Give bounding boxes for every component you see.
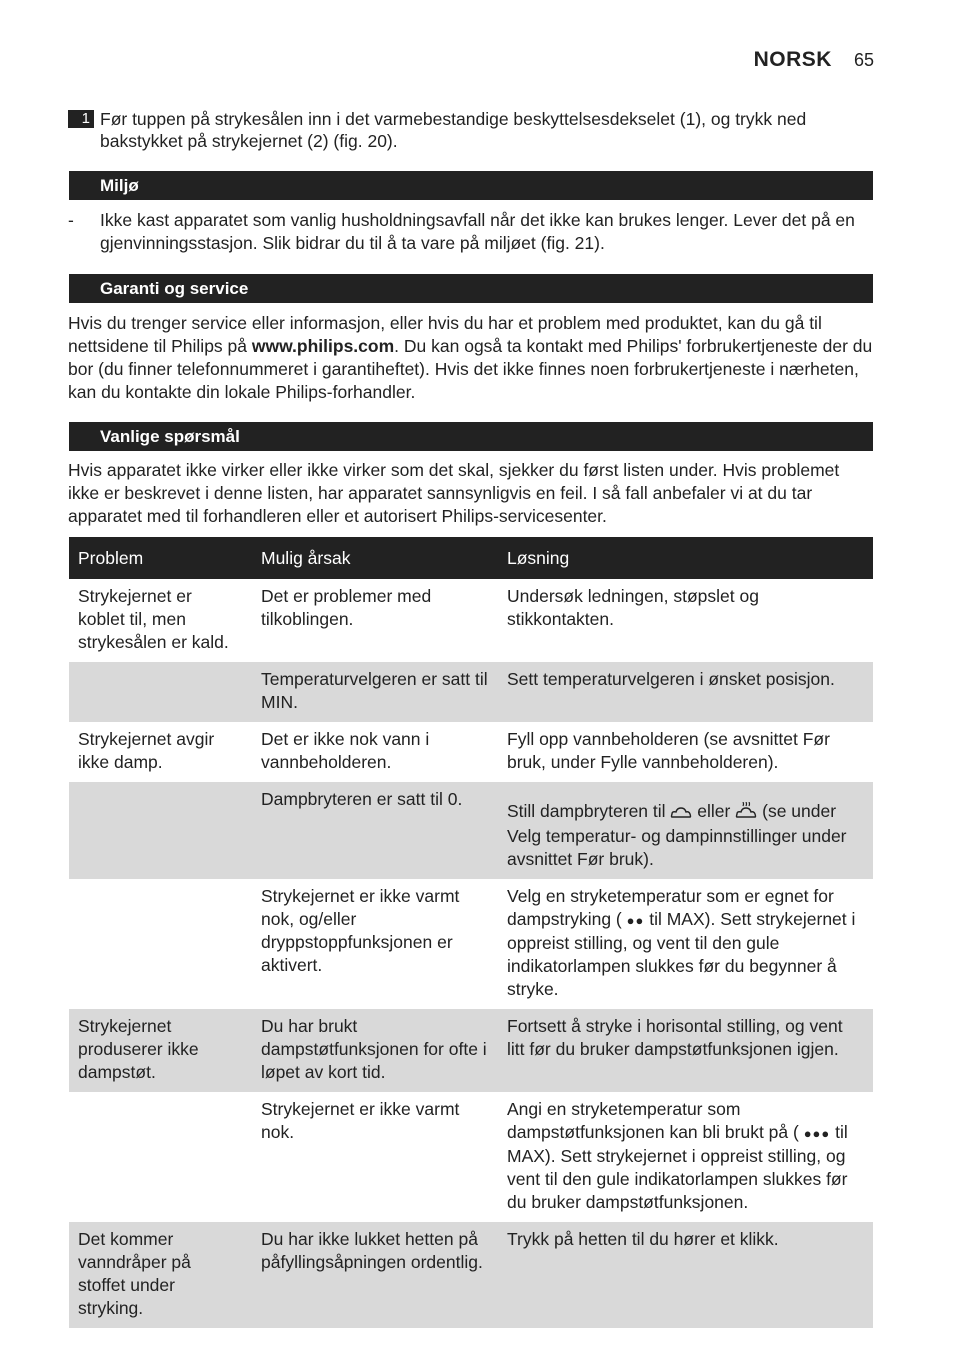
- garanti-text-before: Hvis du trenger service eller informasjon, eller hvis du har et problem med produktet, kan du gå til nettsidene til Philips på: [68, 313, 822, 356]
- solution-cell: Trykk på hetten til du hører et klikk.: [498, 1222, 873, 1328]
- header-cause: Mulig årsak: [252, 537, 498, 579]
- problem-cell: Det kommer vanndråper på stoffet under stryking.: [69, 1222, 252, 1328]
- solution-text-part: Angi en stryketemperatur som dampstøtfunksjonen kan bli brukt på (: [507, 1099, 799, 1142]
- solution-cell: [498, 782, 873, 879]
- table-row: [69, 1092, 873, 1222]
- solution-text-part: til MAX). Sett strykejernet i oppreist stilling, og vent til den gule indikatorlampen slukkes før du bruker dampstøtfunksjonen.: [507, 1122, 848, 1212]
- table-header-row: [69, 537, 873, 579]
- problem-cell: [69, 879, 252, 1009]
- step-number-badge: 1: [68, 110, 94, 128]
- problem-cell: Strykejernet avgir ikke damp.: [78, 729, 215, 772]
- step-1: [68, 108, 868, 152]
- table-row: [69, 662, 873, 722]
- cause-cell: Temperaturvelgeren er satt til MIN.: [252, 662, 498, 722]
- solution-cell: Fortsett å stryke i horisontal stilling, og vent litt før du bruker dampstøtfunksjonen igjen.: [498, 1009, 873, 1092]
- solution-text-part: eller: [697, 801, 731, 821]
- problem-cell: Strykejernet er koblet til, men strykesålen er kald.: [78, 586, 229, 652]
- problem-cell: [69, 662, 252, 722]
- solution-text-part: til MAX). Sett strykejernet i oppreist stilling, og vent til den gule indikatorlampen slukkes før du begynner å stryke.: [507, 909, 856, 999]
- page-header: [754, 48, 874, 72]
- solution-text-part: (se under Velg temperatur- og dampinnstillinger under avsnittet Før bruk).: [507, 801, 847, 869]
- page-number: 65: [853, 50, 874, 70]
- problem-cell: [69, 782, 252, 879]
- steam-cloud-high-icon: [735, 802, 757, 825]
- table-row: [69, 722, 873, 782]
- solution-cell: [498, 1092, 873, 1222]
- solution-text-part: Still dampbryteren til: [507, 801, 666, 821]
- miljo-text: Ikke kast apparatet som vanlig husholdningsavfall når det ikke kan brukes lenger. Lever det på en gjenvinningsstasjon. Slik bidrar du til å ta vare på miljøet (fig. 21).: [100, 210, 855, 253]
- troubleshooting-table: [69, 537, 873, 1328]
- cause-cell: Du har brukt dampstøtfunksjonen for ofte i løpet av kort tid.: [252, 1009, 498, 1092]
- solution-cell: Undersøk ledningen, støpslet og stikkontakten.: [507, 586, 759, 629]
- philips-link[interactable]: www.philips.com: [251, 336, 395, 356]
- cause-cell: Dampbryteren er satt til 0.: [252, 782, 498, 879]
- header-solution: Løsning: [498, 537, 873, 579]
- cause-cell: Strykejernet er ikke varmt nok, og/eller dryppstoppfunksjonen er aktivert.: [261, 886, 460, 975]
- garanti-paragraph: [68, 312, 874, 404]
- solution-cell: Sett temperaturvelgeren i ønsket posisjon.: [498, 662, 873, 722]
- header-problem: Problem: [69, 537, 252, 579]
- cause-cell: Du har ikke lukket hetten på påfyllingsåpningen ordentlig.: [252, 1222, 498, 1328]
- miljo-bullet: [68, 209, 873, 255]
- cause-cell: Strykejernet er ikke varmt nok.: [261, 1099, 460, 1142]
- table-row: [69, 1009, 873, 1092]
- section-heading-faq: Vanlige spørsmål: [69, 422, 873, 451]
- problem-cell: [69, 1092, 252, 1222]
- table-row: [69, 579, 873, 662]
- solution-cell: [498, 879, 873, 1009]
- table-row: [69, 782, 873, 879]
- table-row: [69, 879, 873, 1009]
- section-heading-garanti: Garanti og service: [69, 274, 873, 303]
- cause-cell: Det er problemer med tilkoblingen.: [261, 586, 432, 629]
- garanti-text-after: . Du kan også ta kontakt med Philips' forbrukertjeneste der du bor (du finner telefonnummeret i garantiheftet). Hvis det ikke finnes noen forbrukertjeneste i nærheten, kan du kontakte din lokale Philips-forhandler.: [68, 336, 873, 402]
- step-text: Før tuppen på strykesålen inn i det varmebestandige beskyttelsesdekselet (1), og trykk ned bakstykket på strykejernet (2) (fig. 20).: [100, 109, 807, 151]
- bullet-marker: -: [68, 210, 74, 230]
- cause-cell: Det er ikke nok vann i vannbeholderen.: [261, 729, 430, 772]
- section-heading-miljo: Miljø: [69, 171, 873, 200]
- table-row: [69, 1222, 873, 1328]
- steam-cloud-icon: [670, 802, 692, 825]
- language-label: NORSK: [753, 48, 832, 71]
- solution-text-part: Velg en stryketemperatur som er egnet for dampstryking (: [507, 886, 834, 929]
- solution-cell: Fyll opp vannbeholderen (se avsnittet Før bruk, under Fylle vannbeholderen).: [507, 729, 830, 772]
- problem-cell: Strykejernet produserer ikke dampstøt.: [69, 1009, 252, 1092]
- faq-intro: Hvis apparatet ikke virker eller ikke virker som det skal, sjekker du først listen under. Hvis problemet ikke er beskrevet i denne listen, har apparatet sannsynligvis en feil. I så fall anbefaler vi at du tar apparatet med til forhandleren eller et autorisert Philips-servicesenter.: [68, 460, 840, 526]
- temperature-dots: ●●: [626, 913, 645, 928]
- temperature-dots: ●●●: [803, 1126, 831, 1141]
